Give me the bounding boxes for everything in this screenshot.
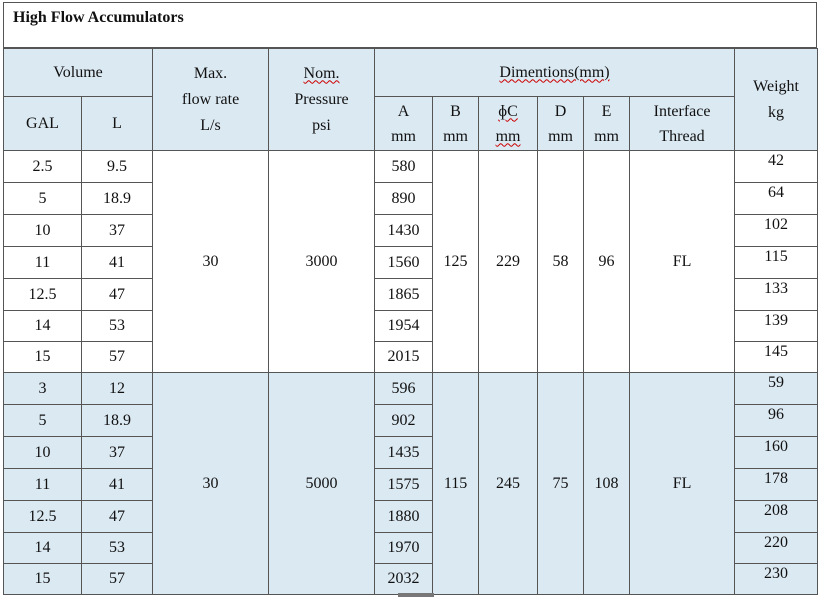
a-cell: 2015	[375, 342, 433, 373]
gal-cell: 15	[4, 342, 82, 373]
gal-header: GAL	[4, 97, 82, 151]
gal-cell: 12.5	[4, 501, 82, 533]
l-cell: 53	[82, 311, 153, 342]
interface-thread-header: Interface Thread	[630, 97, 735, 151]
a-cell: 1865	[375, 279, 433, 311]
gal-cell: 11	[4, 469, 82, 501]
weight-cell: 115	[735, 247, 818, 279]
pressure-cell: 5000	[269, 373, 375, 595]
e-cell: 108	[584, 373, 630, 595]
weight-cell: 133	[735, 279, 818, 311]
gal-cell: 2.5	[4, 151, 82, 183]
d-header: D mm	[538, 97, 584, 151]
a-cell: 596	[375, 373, 433, 405]
a-cell: 1560	[375, 247, 433, 279]
gal-cell: 10	[4, 437, 82, 469]
weight-cell: 230	[735, 564, 818, 595]
a-cell: 2032	[375, 564, 433, 595]
a-cell: 580	[375, 151, 433, 183]
c-cell: 229	[479, 151, 538, 373]
d-cell: 75	[538, 373, 584, 595]
d-cell: 58	[538, 151, 584, 373]
l-cell: 47	[82, 501, 153, 533]
interface-thread-cell: FL	[630, 151, 735, 373]
flow-rate-header: Max. flow rate L/s	[153, 49, 269, 151]
flow-rate-cell: 30	[153, 151, 269, 373]
a-cell: 1880	[375, 501, 433, 533]
gal-cell: 15	[4, 564, 82, 595]
pressure-header: Nom. Pressure psi	[269, 49, 375, 151]
a-header: A mm	[375, 97, 433, 151]
gal-cell: 10	[4, 215, 82, 247]
b-cell: 125	[433, 151, 479, 373]
b-header: B mm	[433, 97, 479, 151]
a-cell: 1435	[375, 437, 433, 469]
l-cell: 53	[82, 533, 153, 564]
weight-cell: 145	[735, 342, 818, 373]
c-cell: 245	[479, 373, 538, 595]
l-cell: 12	[82, 373, 153, 405]
l-cell: 18.9	[82, 405, 153, 437]
gal-cell: 14	[4, 533, 82, 564]
gal-cell: 5	[4, 183, 82, 215]
a-cell: 1430	[375, 215, 433, 247]
gal-cell: 3	[4, 373, 82, 405]
l-cell: 57	[82, 342, 153, 373]
weight-header: Weight kg	[735, 49, 818, 151]
pressure-cell: 3000	[269, 151, 375, 373]
gal-cell: 5	[4, 405, 82, 437]
l-header: L	[82, 97, 153, 151]
table-row	[4, 151, 818, 183]
weight-cell: 64	[735, 183, 818, 215]
a-cell: 890	[375, 183, 433, 215]
footer-marker	[398, 593, 434, 597]
l-cell: 9.5	[82, 151, 153, 183]
l-cell: 47	[82, 279, 153, 311]
gal-cell: 14	[4, 311, 82, 342]
b-cell: 115	[433, 373, 479, 595]
weight-cell: 139	[735, 311, 818, 342]
title-row	[3, 2, 817, 48]
l-cell: 57	[82, 564, 153, 595]
gal-cell: 11	[4, 247, 82, 279]
weight-cell: 208	[735, 501, 818, 533]
l-cell: 18.9	[82, 183, 153, 215]
table-row	[4, 373, 818, 405]
volume-header: Volume	[4, 49, 153, 97]
weight-cell: 96	[735, 405, 818, 437]
weight-cell: 220	[735, 533, 818, 564]
weight-cell: 42	[735, 151, 818, 183]
flow-rate-cell: 30	[153, 373, 269, 595]
a-cell: 1575	[375, 469, 433, 501]
dimentions-header: Dimentions(mm)	[375, 49, 735, 97]
c-header: ɸC mm	[479, 97, 538, 151]
l-cell: 37	[82, 215, 153, 247]
a-cell: 1954	[375, 311, 433, 342]
spec-table	[3, 48, 818, 595]
a-cell: 902	[375, 405, 433, 437]
e-cell: 96	[584, 151, 630, 373]
weight-cell: 59	[735, 373, 818, 405]
l-cell: 41	[82, 247, 153, 279]
l-cell: 37	[82, 437, 153, 469]
interface-thread-cell: FL	[630, 373, 735, 595]
table-title: High Flow Accumulators	[13, 9, 184, 26]
a-cell: 1970	[375, 533, 433, 564]
e-header: E mm	[584, 97, 630, 151]
gal-cell: 12.5	[4, 279, 82, 311]
weight-cell: 178	[735, 469, 818, 501]
weight-cell: 102	[735, 215, 818, 247]
weight-cell: 160	[735, 437, 818, 469]
l-cell: 41	[82, 469, 153, 501]
